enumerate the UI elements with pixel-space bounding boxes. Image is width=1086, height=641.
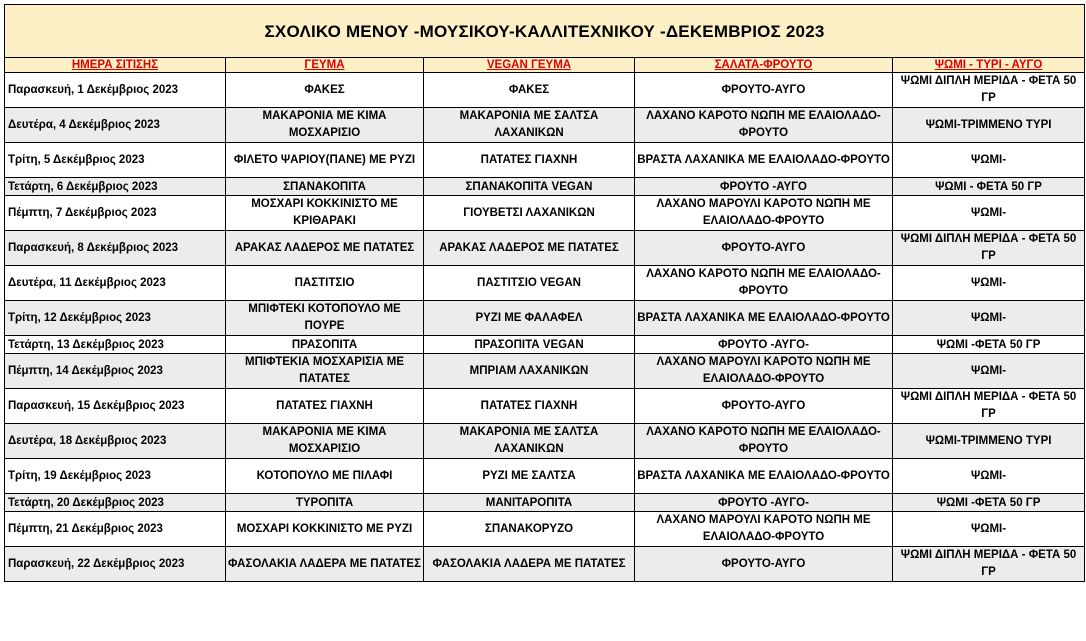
salad-cell: ΒΡΑΣΤΑ ΛΑΧΑΝΙΚΑ ΜΕ ΕΛΑΙΟΛΑΔΟ-ΦΡΟΥΤΟ bbox=[635, 143, 893, 178]
menu-table bbox=[4, 4, 1085, 582]
table-row bbox=[5, 196, 1085, 231]
meal-cell: ΜΟΣΧΑΡΙ ΚΟΚΚΙΝΙΣΤΟ ΜΕ ΚΡΙΘΑΡΑΚΙ bbox=[226, 196, 424, 231]
vegan-cell: ΦΑΣΟΛΑΚΙΑ ΛΑΔΕΡΑ ΜΕ ΠΑΤΑΤΕΣ bbox=[424, 547, 635, 582]
meal-cell: ΜΠΙΦΤΕΚΙΑ ΜΟΣΧΑΡΙΣΙΑ ΜΕ ΠΑΤΑΤΕΣ bbox=[226, 354, 424, 389]
vegan-cell: ΜΠΡΙΑΜ ΛΑΧΑΝΙΚΩΝ bbox=[424, 354, 635, 389]
meal-cell: ΑΡΑΚΑΣ ΛΑΔΕΡΟΣ ΜΕ ΠΑΤΑΤΕΣ bbox=[226, 231, 424, 266]
vegan-cell: ΡΥΖΙ ΜΕ ΣΑΛΤΣΑ bbox=[424, 459, 635, 494]
meal-cell: ΜΑΚΑΡΟΝΙΑ ΜΕ ΚΙΜΑ ΜΟΣΧΑΡΙΣΙΟ bbox=[226, 108, 424, 143]
salad-cell: ΒΡΑΣΤΑ ΛΑΧΑΝΙΚΑ ΜΕ ΕΛΑΙΟΛΑΔΟ-ΦΡΟΥΤΟ bbox=[635, 301, 893, 336]
salad-cell: ΦΡΟΥΤΟ-ΑΥΓΟ bbox=[635, 231, 893, 266]
bread-cell: ΨΩΜΙ ΔΙΠΛΗ ΜΕΡΙΔΑ - ΦΕΤΑ 50 ΓΡ bbox=[893, 73, 1085, 108]
vegan-cell: ΠΑΣΤΙΤΣΙΟ VEGAN bbox=[424, 266, 635, 301]
day-cell: Παρασκευή, 22 Δεκέμβριος 2023 bbox=[5, 547, 226, 582]
table-row bbox=[5, 354, 1085, 389]
meal-cell: ΜΠΙΦΤΕΚΙ ΚΟΤΟΠΟΥΛΟ ΜΕ ΠΟΥΡΕ bbox=[226, 301, 424, 336]
bread-cell: ΨΩΜΙ - ΦΕΤΑ 50 ΓΡ bbox=[893, 178, 1085, 196]
table-row bbox=[5, 547, 1085, 582]
salad-cell: ΦΡΟΥΤΟ-ΑΥΓΟ bbox=[635, 73, 893, 108]
table-row bbox=[5, 73, 1085, 108]
meal-cell: ΠΡΑΣΟΠΙΤΑ bbox=[226, 336, 424, 354]
table-row bbox=[5, 512, 1085, 547]
table-row bbox=[5, 143, 1085, 178]
bread-cell: ΨΩΜΙ- bbox=[893, 301, 1085, 336]
salad-cell: ΦΡΟΥΤΟ-ΑΥΓΟ bbox=[635, 389, 893, 424]
day-cell: Δευτέρα, 4 Δεκέμβριος 2023 bbox=[5, 108, 226, 143]
bread-cell: ΨΩΜΙ- bbox=[893, 143, 1085, 178]
column-header-salad: ΣΑΛΑΤΑ-ΦΡΟΥΤΟ bbox=[635, 58, 893, 73]
salad-cell: ΛΑΧΑΝΟ ΚΑΡΟΤΟ ΝΩΠΗ ΜΕ ΕΛΑΙΟΛΑΔΟ-ΦΡΟΥΤΟ bbox=[635, 108, 893, 143]
table-row bbox=[5, 459, 1085, 494]
vegan-cell: ΠΑΤΑΤΕΣ ΓΙΑΧΝΗ bbox=[424, 143, 635, 178]
bread-cell: ΨΩΜΙ- bbox=[893, 512, 1085, 547]
vegan-cell: ΠΡΑΣΟΠΙΤΑ VEGAN bbox=[424, 336, 635, 354]
salad-cell: ΛΑΧΑΝΟ ΜΑΡΟΥΛΙ ΚΑΡΟΤΟ ΝΩΠΗ ΜΕ ΕΛΑΙΟΛΑΔΟ-ΦΡΟΥΤΟ bbox=[635, 196, 893, 231]
meal-cell: ΜΟΣΧΑΡΙ ΚΟΚΚΙΝΙΣΤΟ ΜΕ ΡΥΖΙ bbox=[226, 512, 424, 547]
meal-cell: ΣΠΑΝΑΚΟΠΙΤΑ bbox=[226, 178, 424, 196]
salad-cell: ΦΡΟΥΤΟ -ΑΥΓΟ- bbox=[635, 494, 893, 512]
meal-cell: ΦΑΣΟΛΑΚΙΑ ΛΑΔΕΡΑ ΜΕ ΠΑΤΑΤΕΣ bbox=[226, 547, 424, 582]
day-cell: Παρασκευή, 15 Δεκέμβριος 2023 bbox=[5, 389, 226, 424]
page-title: ΣΧΟΛΙΚΟ ΜΕΝΟΥ -ΜΟΥΣΙΚΟΥ-ΚΑΛΛΙΤΕΧΝΙΚΟΥ -ΔΕΚΕΜΒΡΙΟΣ 2023 bbox=[5, 5, 1085, 58]
day-cell: Τετάρτη, 6 Δεκέμβριος 2023 bbox=[5, 178, 226, 196]
salad-cell: ΦΡΟΥΤΟ-ΑΥΓΟ bbox=[635, 547, 893, 582]
bread-cell: ΨΩΜΙ ΔΙΠΛΗ ΜΕΡΙΔΑ - ΦΕΤΑ 50 ΓΡ bbox=[893, 231, 1085, 266]
meal-cell: ΦΑΚΕΣ bbox=[226, 73, 424, 108]
bread-cell: ΨΩΜΙ -ΦΕΤΑ 50 ΓΡ bbox=[893, 336, 1085, 354]
meal-cell: ΠΑΤΑΤΕΣ ΓΙΑΧΝΗ bbox=[226, 389, 424, 424]
day-cell: Πέμπτη, 7 Δεκέμβριος 2023 bbox=[5, 196, 226, 231]
table-row bbox=[5, 336, 1085, 354]
table-row bbox=[5, 424, 1085, 459]
table-row bbox=[5, 494, 1085, 512]
vegan-cell: ΜΑΝΙΤΑΡΟΠΙΤΑ bbox=[424, 494, 635, 512]
table-row bbox=[5, 266, 1085, 301]
bread-cell: ΨΩΜΙ- bbox=[893, 354, 1085, 389]
column-header-bread: ΨΩΜΙ - ΤΥΡΙ - ΑΥΓΟ bbox=[893, 58, 1085, 73]
vegan-cell: ΜΑΚΑΡΟΝΙΑ ΜΕ ΣΑΛΤΣΑ ΛΑΧΑΝΙΚΩΝ bbox=[424, 108, 635, 143]
column-header-meal: ΓΕΥΜΑ bbox=[226, 58, 424, 73]
day-cell: Τρίτη, 5 Δεκέμβριος 2023 bbox=[5, 143, 226, 178]
column-header-vegan: VEGAN ΓΕΥΜΑ bbox=[424, 58, 635, 73]
day-cell: Δευτέρα, 18 Δεκέμβριος 2023 bbox=[5, 424, 226, 459]
vegan-cell: ΣΠΑΝΑΚΟΡΥΖΟ bbox=[424, 512, 635, 547]
bread-cell: ΨΩΜΙ- bbox=[893, 266, 1085, 301]
salad-cell: ΒΡΑΣΤΑ ΛΑΧΑΝΙΚΑ ΜΕ ΕΛΑΙΟΛΑΔΟ-ΦΡΟΥΤΟ bbox=[635, 459, 893, 494]
day-cell: Παρασκευή, 1 Δεκέμβριος 2023 bbox=[5, 73, 226, 108]
vegan-cell: ΦΑΚΕΣ bbox=[424, 73, 635, 108]
bread-cell: ΨΩΜΙ- bbox=[893, 196, 1085, 231]
day-cell: Τρίτη, 19 Δεκέμβριος 2023 bbox=[5, 459, 226, 494]
table-row bbox=[5, 301, 1085, 336]
bread-cell: ΨΩΜΙ ΔΙΠΛΗ ΜΕΡΙΔΑ - ΦΕΤΑ 50 ΓΡ bbox=[893, 389, 1085, 424]
vegan-cell: ΓΙΟΥΒΕΤΣΙ ΛΑΧΑΝΙΚΩΝ bbox=[424, 196, 635, 231]
table-row bbox=[5, 389, 1085, 424]
meal-cell: ΚΟΤΟΠΟΥΛΟ ΜΕ ΠΙΛΑΦΙ bbox=[226, 459, 424, 494]
salad-cell: ΦΡΟΥΤΟ -ΑΥΓΟ bbox=[635, 178, 893, 196]
meal-cell: ΜΑΚΑΡΟΝΙΑ ΜΕ ΚΙΜΑ ΜΟΣΧΑΡΙΣΙΟ bbox=[226, 424, 424, 459]
vegan-cell: ΑΡΑΚΑΣ ΛΑΔΕΡΟΣ ΜΕ ΠΑΤΑΤΕΣ bbox=[424, 231, 635, 266]
bread-cell: ΨΩΜΙ -ΦΕΤΑ 50 ΓΡ bbox=[893, 494, 1085, 512]
column-header-day: ΗΜΕΡΑ ΣΙΤΙΣΗΣ bbox=[5, 58, 226, 73]
day-cell: Τετάρτη, 20 Δεκέμβριος 2023 bbox=[5, 494, 226, 512]
salad-cell: ΛΑΧΑΝΟ ΜΑΡΟΥΛΙ ΚΑΡΟΤΟ ΝΩΠΗ ΜΕ ΕΛΑΙΟΛΑΔΟ-ΦΡΟΥΤΟ bbox=[635, 354, 893, 389]
bread-cell: ΨΩΜΙ ΔΙΠΛΗ ΜΕΡΙΔΑ - ΦΕΤΑ 50 ΓΡ bbox=[893, 547, 1085, 582]
vegan-cell: ΡΥΖΙ ΜΕ ΦΑΛΑΦΕΛ bbox=[424, 301, 635, 336]
salad-cell: ΦΡΟΥΤΟ -ΑΥΓΟ- bbox=[635, 336, 893, 354]
bread-cell: ΨΩΜΙ-ΤΡΙΜΜΕΝΟ ΤΥΡΙ bbox=[893, 424, 1085, 459]
day-cell: Πέμπτη, 21 Δεκέμβριος 2023 bbox=[5, 512, 226, 547]
bread-cell: ΨΩΜΙ-ΤΡΙΜΜΕΝΟ ΤΥΡΙ bbox=[893, 108, 1085, 143]
day-cell: Παρασκευή, 8 Δεκέμβριος 2023 bbox=[5, 231, 226, 266]
day-cell: Τετάρτη, 13 Δεκέμβριος 2023 bbox=[5, 336, 226, 354]
bread-cell: ΨΩΜΙ- bbox=[893, 459, 1085, 494]
column-header-row bbox=[5, 58, 1085, 73]
table-row bbox=[5, 178, 1085, 196]
meal-cell: ΠΑΣΤΙΤΣΙΟ bbox=[226, 266, 424, 301]
salad-cell: ΛΑΧΑΝΟ ΜΑΡΟΥΛΙ ΚΑΡΟΤΟ ΝΩΠΗ ΜΕ ΕΛΑΙΟΛΑΔΟ-ΦΡΟΥΤΟ bbox=[635, 512, 893, 547]
day-cell: Πέμπτη, 14 Δεκέμβριος 2023 bbox=[5, 354, 226, 389]
day-cell: Δευτέρα, 11 Δεκέμβριος 2023 bbox=[5, 266, 226, 301]
day-cell: Τρίτη, 12 Δεκέμβριος 2023 bbox=[5, 301, 226, 336]
meal-cell: ΦΙΛΕΤΟ ΨΑΡΙΟΥ(ΠΑΝΕ) ΜΕ ΡΥΖΙ bbox=[226, 143, 424, 178]
vegan-cell: ΣΠΑΝΑΚΟΠΙΤΑ VEGAN bbox=[424, 178, 635, 196]
meal-cell: ΤΥΡΟΠΙΤΑ bbox=[226, 494, 424, 512]
table-row bbox=[5, 108, 1085, 143]
vegan-cell: ΠΑΤΑΤΕΣ ΓΙΑΧΝΗ bbox=[424, 389, 635, 424]
salad-cell: ΛΑΧΑΝΟ ΚΑΡΟΤΟ ΝΩΠΗ ΜΕ ΕΛΑΙΟΛΑΔΟ-ΦΡΟΥΤΟ bbox=[635, 424, 893, 459]
vegan-cell: ΜΑΚΑΡΟΝΙΑ ΜΕ ΣΑΛΤΣΑ ΛΑΧΑΝΙΚΩΝ bbox=[424, 424, 635, 459]
table-row bbox=[5, 231, 1085, 266]
salad-cell: ΛΑΧΑΝΟ ΚΑΡΟΤΟ ΝΩΠΗ ΜΕ ΕΛΑΙΟΛΑΔΟ-ΦΡΟΥΤΟ bbox=[635, 266, 893, 301]
